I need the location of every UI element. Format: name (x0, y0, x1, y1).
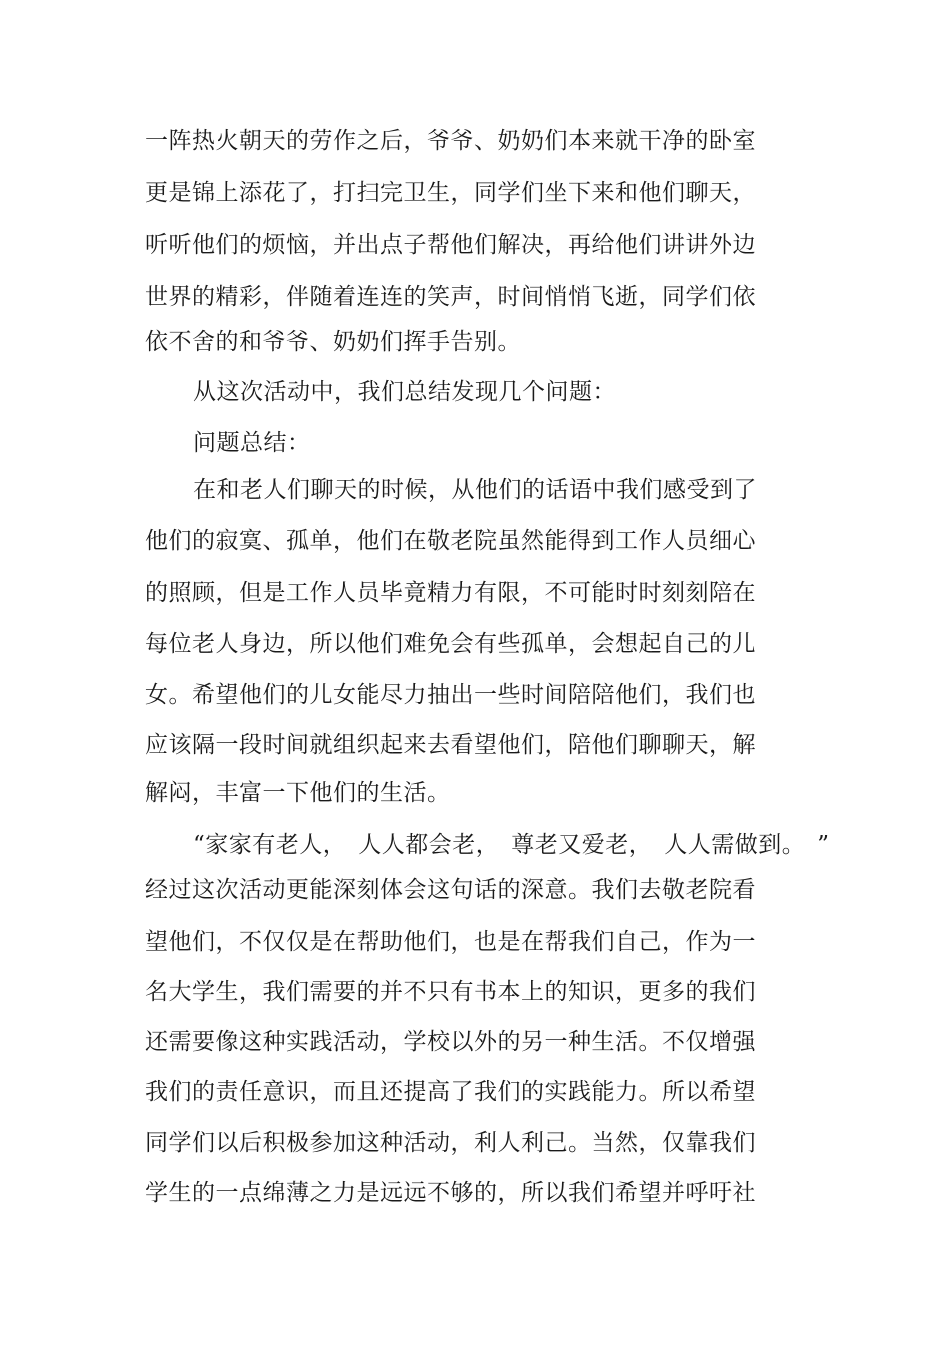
text-line: 解闷，丰富一下他们的生活。 (145, 780, 451, 806)
text-line: 听听他们的烦恼，并出点子帮他们解决，再给他们讲讲外边 (145, 232, 756, 258)
text-line: 女。希望他们的儿女能尽力抽出一些时间陪陪他们，我们也 (145, 682, 756, 708)
text-line: 一阵热火朝天的劳作之后，爷爷、奶奶们本来就干净的卧室 (145, 128, 756, 154)
text-line: 世界的精彩，伴随着连连的笑声，时间悄悄飞逝，同学们依 (145, 284, 756, 310)
text-line: 的照顾，但是工作人员毕竟精力有限，不可能时时刻刻陪在 (145, 580, 756, 606)
section-heading: 问题总结： (193, 430, 311, 456)
text-line: 经过这次活动更能深刻体会这句话的深意。我们去敬老院看 (145, 877, 756, 903)
text-line: 学生的一点绵薄之力是远远不够的，所以我们希望并呼吁社 (145, 1180, 756, 1206)
text-line: 从这次活动中，我们总结发现几个问题： (193, 379, 616, 405)
text-line: 我们的责任意识，而且还提高了我们的实践能力。所以希望 (145, 1079, 756, 1105)
text-line: 应该隔一段时间就组织起来去看望他们，陪他们聊聊天，解 (145, 732, 756, 758)
text-line: 依不舍的和爷爷、奶奶们挥手告别。 (145, 329, 521, 355)
text-line: 还需要像这种实践活动，学校以外的另一种生活。不仅增强 (145, 1029, 756, 1055)
text-line: 名大学生，我们需要的并不只有书本上的知识，更多的我们 (145, 979, 756, 1005)
quote-line: “家家有老人， 人人都会老， 尊老又爱老， 人人需做到。 ” (193, 832, 830, 858)
text-line: 在和老人们聊天的时候，从他们的话语中我们感受到了 (193, 477, 757, 503)
text-line: 他们的寂寞、孤单，他们在敬老院虽然能得到工作人员细心 (145, 528, 756, 554)
text-line: 望他们，不仅仅是在帮助他们，也是在帮我们自己，作为一 (145, 929, 756, 955)
text-line: 更是锦上添花了，打扫完卫生，同学们坐下来和他们聊天， (145, 180, 756, 206)
text-line: 每位老人身边，所以他们难免会有些孤单，会想起自己的儿 (145, 631, 756, 657)
text-line: 同学们以后积极参加这种活动，利人利己。当然，仅靠我们 (145, 1130, 756, 1156)
